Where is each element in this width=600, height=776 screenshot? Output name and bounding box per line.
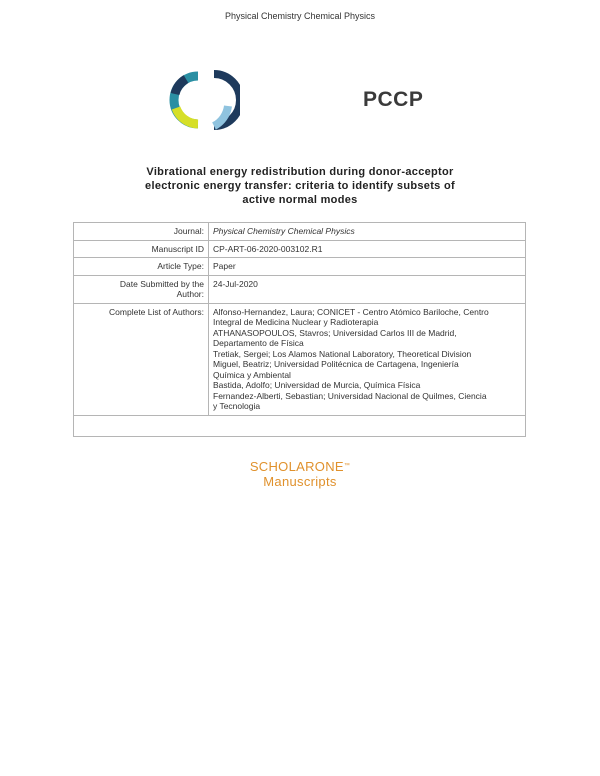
article-type-label: Article Type:	[74, 258, 209, 276]
author-line: Bastida, Adolfo; Universidad de Murcia, Química Física	[213, 380, 421, 390]
paper-title	[120, 165, 480, 207]
author-line: Departamento de Física	[213, 338, 304, 348]
empty-row	[74, 415, 526, 436]
title-line: electronic energy transfer: criteria to identify subsets of	[145, 180, 455, 192]
date-label-line: Author:	[176, 289, 204, 299]
authors-label: Complete List of Authors:	[74, 303, 209, 415]
authors-value	[209, 303, 526, 415]
article-type-value: Paper	[209, 258, 526, 276]
author-line: Miguel, Beatriz; Universidad Politécnica de Cartagena, Ingeniería	[213, 359, 459, 369]
manuscripts-line: Manuscripts	[263, 474, 337, 489]
author-line: Fernandez-Alberti, Sebastian; Universidad Nacional de Quilmes, Ciencia	[213, 390, 487, 401]
scholarone-logo	[0, 459, 600, 489]
manuscript-metadata-table	[73, 222, 526, 437]
author-line: Alfonso-Hernandez, Laura; CONICET - Centro Atómico Bariloche, Centro	[213, 306, 489, 317]
title-line: active normal modes	[242, 194, 358, 206]
title-line: Vibrational energy redistribution during donor-acceptor	[146, 166, 454, 178]
manuscript-id-label: Manuscript ID	[74, 240, 209, 258]
author-line: ATHANASOPOULOS, Stavros; Universidad Carlos III de Madrid,	[213, 327, 457, 338]
author-line: Tretiak, Sergei; Los Alamos National Laboratory, Theoretical Division	[213, 348, 472, 359]
author-line: y Tecnologia	[213, 401, 261, 411]
journal-label: Journal:	[74, 223, 209, 241]
author-line: Química y Ambiental	[213, 369, 291, 380]
trademark-symbol: ™	[343, 463, 351, 469]
empty-cell	[74, 415, 526, 436]
date-submitted-label	[74, 275, 209, 303]
running-header: Physical Chemistry Chemical Physics	[224, 11, 376, 21]
manuscript-id-row	[74, 240, 526, 258]
author-line: Integral de Medicina Nuclear y Radioterapia	[213, 317, 379, 327]
journal-value: Physical Chemistry Chemical Physics	[209, 223, 526, 241]
manuscript-id-value: CP-ART-06-2020-003102.R1	[209, 240, 526, 258]
pccp-logo-icon	[162, 68, 240, 130]
article-type-row	[74, 258, 526, 276]
authors-row	[74, 303, 526, 415]
scholarone-line: SCHOLARONE™	[249, 459, 351, 474]
date-submitted-row	[74, 275, 526, 303]
date-label-line: Date Submitted by the	[119, 278, 204, 289]
date-submitted-value: 24-Jul-2020	[209, 275, 526, 303]
journal-row	[74, 223, 526, 241]
journal-brand: PCCP	[363, 88, 424, 111]
